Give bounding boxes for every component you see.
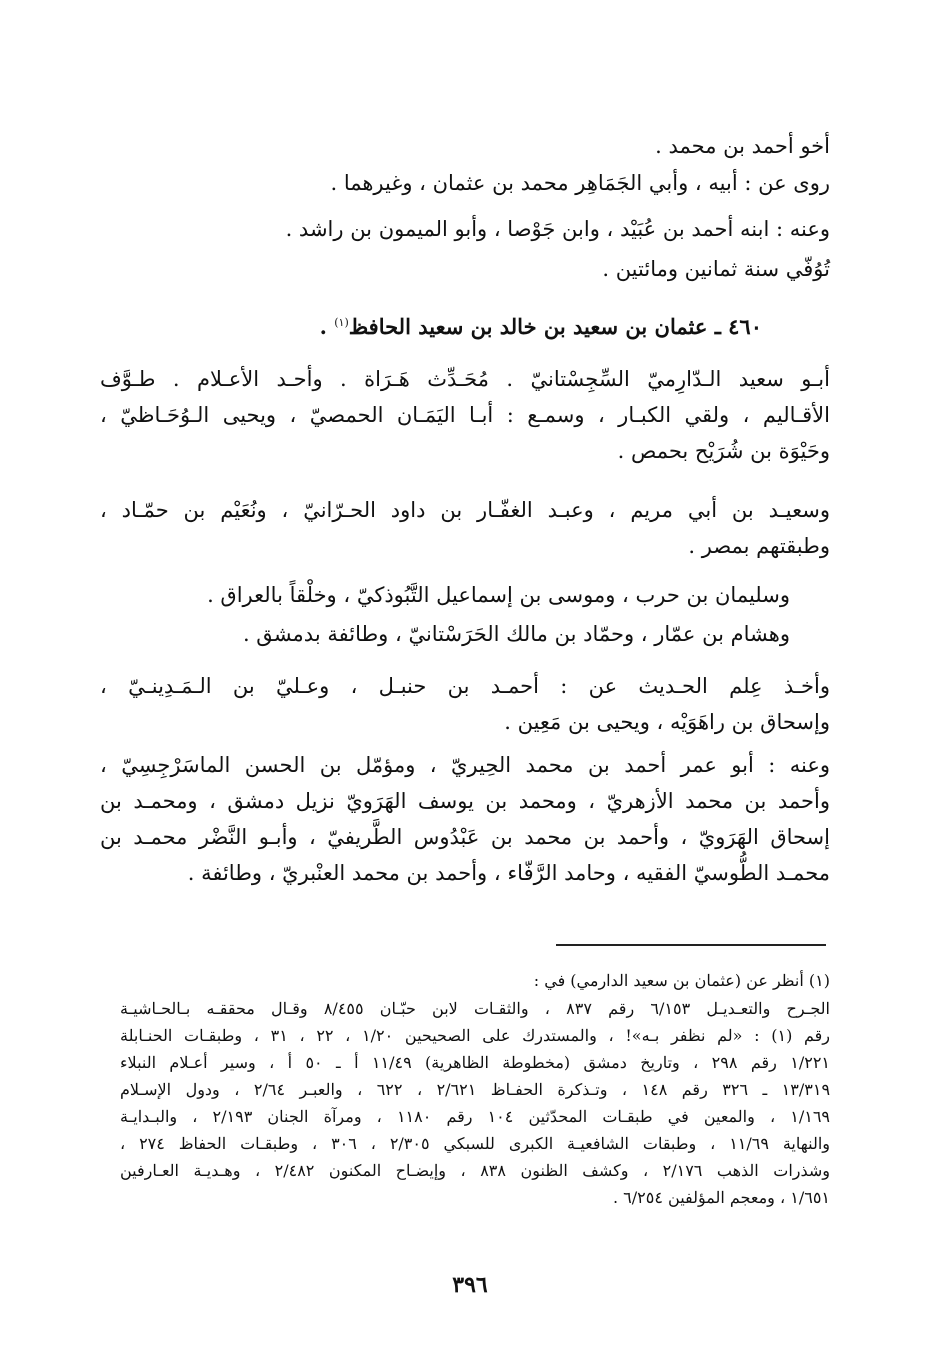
text-line: رقم (١) : «لم نظفر بـه»! ، والمستدرك على الصحيحين ١/٢٠ ، ٢٢ ، ٣١ ، وطبقـات الحنـابلة	[120, 1026, 831, 1045]
heading-period: .	[319, 314, 335, 339]
biography-paragraph-6	[100, 747, 830, 891]
footnote-separator	[556, 944, 826, 946]
text-line: ١٣/٣١٩ ـ ٣٢٦ رقم ١٤٨ ، وتـذكرة الحفـاظ ٢/٦٢١ ، ٦٢٢ ، والعبـر ٢/٦٤ ، ودول الإسـلام	[120, 1080, 831, 1099]
text-line: إسحاق الهَرَويّ ، وأحمد بن محمد بن عَبْدُوس الطَّريفيّ ، وأبـو النَّضْر محمـد بن	[100, 825, 830, 849]
biography-paragraph-3	[100, 577, 830, 613]
text-line: وطبقتهم بمصر .	[688, 534, 830, 558]
biography-paragraph-5	[100, 668, 830, 740]
entry-heading	[320, 305, 762, 345]
text-line: (١) أنظر عن (عثمان بن سعيد الدارمي) في :	[533, 971, 830, 990]
footnote-marker: (١)	[334, 316, 349, 329]
footnote-body	[120, 995, 830, 1211]
biography-paragraph-4	[100, 616, 830, 652]
text-line: وأخـذ عِلم الحـديث عن : أحمـد بن حنبـل ، وعـليّ بن الـمَـدِينـيّ ،	[100, 674, 830, 698]
text-line: وأحمد بن محمد الأزهريّ ، ومحمد بن يوسف الهَرَويّ نزيل دمشق ، ومحمـد بن	[100, 789, 830, 813]
text-line: روى عن : أبيه ، وأبي الجَمَاهِر محمد بن عثمان ، وغيرهما .	[330, 171, 830, 195]
text-line: والنهاية ١١/٦٩ ، وطبقات الشافعيـة الكبرى للسبكي ٢/٣٠٥ ، ٣٠٦ ، وطبقـات الحفاظ ٢٧٤ ،	[120, 1134, 831, 1153]
footnote-heading	[120, 967, 830, 994]
entry-heading-text: ٤٦٠ ـ عثمان بن سعيد بن خالد بن سعيد الحافظ	[348, 314, 762, 339]
biography-paragraph-1	[100, 361, 830, 469]
text-line: وحَيْوَة بن شُرَيْح بحمص .	[617, 439, 830, 463]
text-line: وعنه : أبو عمر أحمد بن محمد الحِيريّ ، ومؤمّل بن الحسن الماسَرْجِسِيّ ،	[100, 753, 830, 777]
text-line: وشذرات الذهب ٢/١٧٦ ، وكشف الظنون ٨٣٨ ، وإيضـاح المكنون ٢/٤٨٢ ، وهـديـة العـارفين	[120, 1161, 831, 1180]
entry-continuation-line-1	[100, 128, 830, 164]
text-line: وعنه : ابنه أحمد بن عُبَيْد ، وابن جَوْصا ، وأبو الميمون بن راشد .	[285, 217, 830, 241]
entry-narrated-by	[100, 211, 830, 247]
text-line: وإسحاق بن راهَوَيْه ، ويحيى بن مَعِين .	[504, 710, 830, 734]
text-line: ١/٢٢١ رقم ٢٩٨ ، وتاريخ دمشق (مخطوطة الظاهرية) ١١/٤٩ أ ـ ٥٠ أ ، وسير أعـلام النبلاء	[120, 1053, 830, 1072]
text-line: أخو أحمد بن محمد .	[655, 134, 830, 158]
entry-narrated-from	[100, 165, 830, 201]
text-line: أبـو سعيد الـدّارِميّ السِّجِسْتانيّ . مُحَـدِّث هَـرَاة . وأحـد الأعـلام . طـوَّف	[100, 367, 830, 391]
text-line: وهشام بن عمّار ، وحمّاد بن مالك الحَرَسْتانيّ ، وطائفة بدمشق .	[242, 622, 790, 646]
entry-death-year	[100, 251, 830, 287]
text-line: الأقـاليم ، ولقي الكبـار ، وسمـع : أبـا اليَمَـان الحمصيّ ، ويحيى الـوُحَـاظيّ ،	[100, 403, 830, 427]
text-line: الجـرح والتعـديـل ٦/١٥٣ رقم ٨٣٧ ، والثقـات لابن حبّـان ٨/٤٥٥ وقـال محققـه بـالحـاشيـة	[120, 999, 830, 1018]
text-line: ١/١٦٩ ، والمعين في طبقـات المحدّثين ١٠٤ رقم ١١٨٠ ، ومرآة الجنان ٢/١٩٣ ، والبـدايـة	[120, 1107, 830, 1126]
page-number: ٣٩٦	[452, 1272, 488, 1298]
text-line: ١/٦٥١ ، ومعجم المؤلفين ٦/٢٥٤ .	[612, 1188, 830, 1207]
biography-paragraph-2	[100, 492, 830, 564]
text-line: تُوُفّي سنة ثمانين ومائتين .	[602, 257, 830, 281]
text-line: وسعيـد بن أبي مريم ، وعبـد الغفّـار بن داود الحـرّانيّ ، ونُعَيْم بن حمّـاد ،	[100, 498, 830, 522]
text-line: وسليمان بن حرب ، وموسى بن إسماعيل التَّبُوذكيّ ، وخلْقاً بالعراق .	[207, 583, 790, 607]
text-line: محمـد الطُّوسيّ الفقيه ، وحامد الرَّفّاء ، وأحمد بن محمد العنْبريّ ، وطائفة .	[187, 861, 830, 885]
